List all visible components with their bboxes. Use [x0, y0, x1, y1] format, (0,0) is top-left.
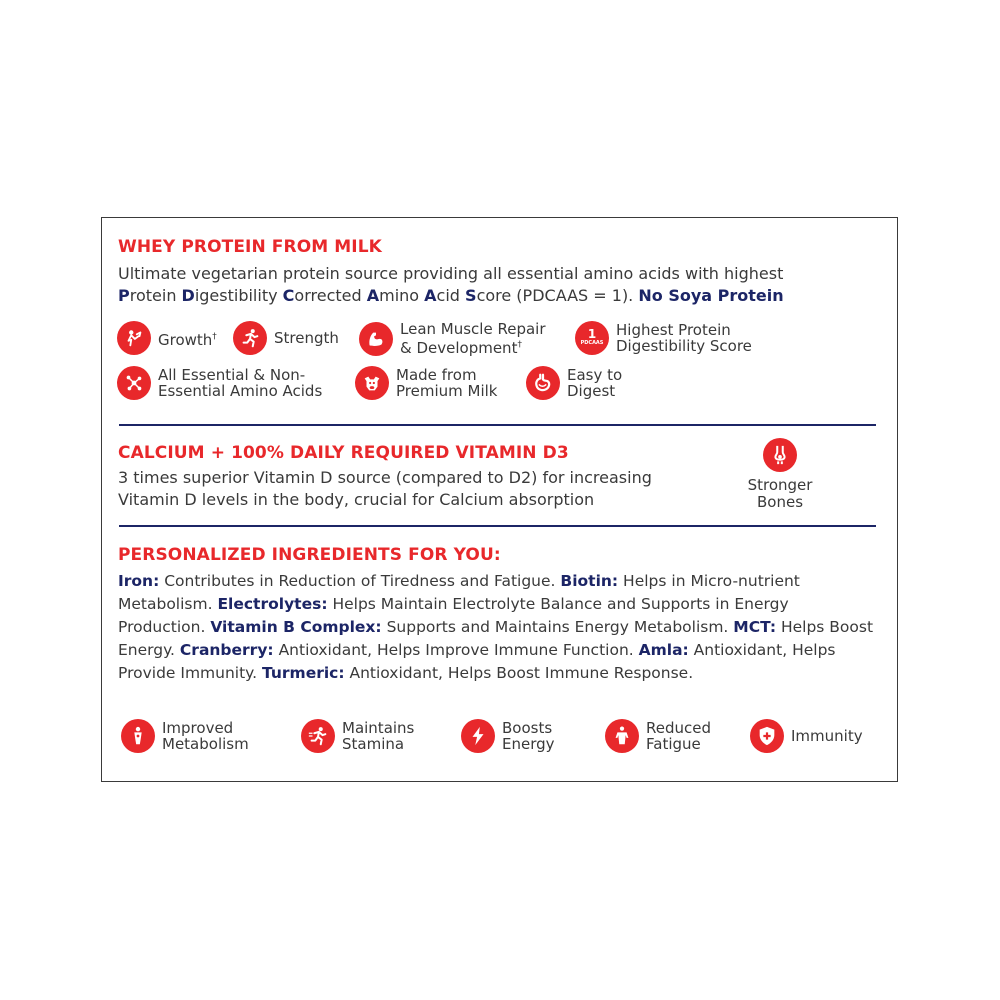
stomach-icon [526, 366, 560, 400]
badge-stamina-label: Maintains Stamina [342, 719, 415, 753]
badge-stronger-bones-label: Stronger Bones [747, 476, 813, 511]
lightning-icon [461, 719, 495, 753]
badge-metabolism [121, 719, 249, 753]
badge-premium-milk [355, 366, 497, 400]
body-icon [121, 719, 155, 753]
badge-amino-acids-label: All Essential & Non- Essential Amino Acids [158, 366, 323, 400]
running-icon [301, 719, 335, 753]
vitamin-heading: CALCIUM + 100% DAILY REQUIRED VITAMIN D3 [118, 443, 569, 463]
runner-icon [233, 321, 267, 355]
pdcaas-letter: D [181, 286, 195, 305]
ingredients-paragraph: Iron: Contributes in Reduction of Tiredness and Fatigue. Biotin: Helps in Micro-nutrient Metabolism. Electrolytes: Helps Maintain Electrolyte Balance and Supports in Energy Production. Vitamin B Complex: Supports and Maintains Energy Metabolism. MCT: Helps Boost Energy. Cranberry: Antioxidant, Helps Improve Immune Function. Amla: Antioxidant, Helps Provide Immunity. Turmeric: Antioxidant, Helps Boost Immune Response. [118, 572, 874, 682]
pdcaas-word: igestibility [194, 286, 283, 305]
ingredients-heading: PERSONALIZED INGREDIENTS FOR YOU: [118, 545, 501, 565]
pdcaas-word: orrected [294, 286, 367, 305]
badge-immunity [750, 719, 863, 753]
badge-growth-label: Growth† [158, 330, 217, 349]
growth-icon [117, 321, 151, 355]
nutrition-card [101, 217, 898, 782]
muscle-icon [359, 322, 393, 356]
pdcaas-word: core (PDCAAS = 1). [476, 286, 639, 305]
badge-strength [233, 321, 339, 355]
badge-energy [461, 719, 555, 753]
no-soya-protein: No Soya Protein [638, 286, 784, 305]
badge-lean-muscle-label: Lean Muscle Repair & Development† [400, 320, 546, 357]
vitamin-desc-line1: 3 times superior Vitamin D source (compared to D2) for increasing [118, 468, 652, 487]
vitamin-desc-line2: Vitamin D levels in the body, crucial for Calcium absorption [118, 490, 595, 509]
cow-icon [355, 366, 389, 400]
shield-icon [750, 719, 784, 753]
pdcaas-icon: 1 PDCAAS [575, 321, 609, 355]
molecule-icon [117, 366, 151, 400]
divider-1 [119, 424, 876, 426]
badge-lean-muscle [359, 321, 546, 356]
badge-premium-milk-label: Made from Premium Milk [396, 366, 498, 400]
pdcaas-letter: S [465, 286, 477, 305]
whey-heading: WHEY PROTEIN FROM MILK [118, 237, 382, 257]
vitamin-description [118, 467, 718, 511]
whey-description [118, 263, 888, 307]
whey-desc-line1: Ultimate vegetarian protein source providing all essential amino acids with highest [118, 264, 784, 283]
pdcaas-word: cid [436, 286, 466, 305]
bone-icon [763, 438, 797, 472]
badge-easy-digest [526, 366, 622, 400]
badge-fatigue-label: Reduced Fatigue [646, 719, 712, 753]
whey-desc-line2 [118, 285, 888, 307]
badge-strength-label: Strength [274, 329, 339, 347]
pdcaas-word: mino [379, 286, 425, 305]
pdcaas-letter: C [282, 286, 295, 305]
badge-easy-digest-label: Easy to Digest [567, 366, 623, 400]
badge-growth [117, 321, 217, 355]
pdcaas-word: rotein [129, 286, 182, 305]
divider-2 [119, 525, 876, 527]
badge-amino-acids [117, 366, 322, 400]
badge-metabolism-label: Improved Metabolism [162, 719, 249, 753]
badge-pdcaas [575, 321, 752, 355]
badge-stronger-bones [730, 438, 830, 511]
badge-fatigue [605, 719, 711, 753]
pdcaas-letter: A [366, 286, 380, 305]
muscle-body-icon [605, 719, 639, 753]
badge-immunity-label: Immunity [791, 727, 863, 745]
badge-energy-label: Boosts Energy [502, 719, 555, 753]
badge-stamina [301, 719, 414, 753]
pdcaas-letter: P [118, 286, 130, 305]
pdcaas-letter: A [424, 286, 437, 305]
badge-pdcaas-label: Highest Protein Digestibility Score [616, 321, 752, 355]
